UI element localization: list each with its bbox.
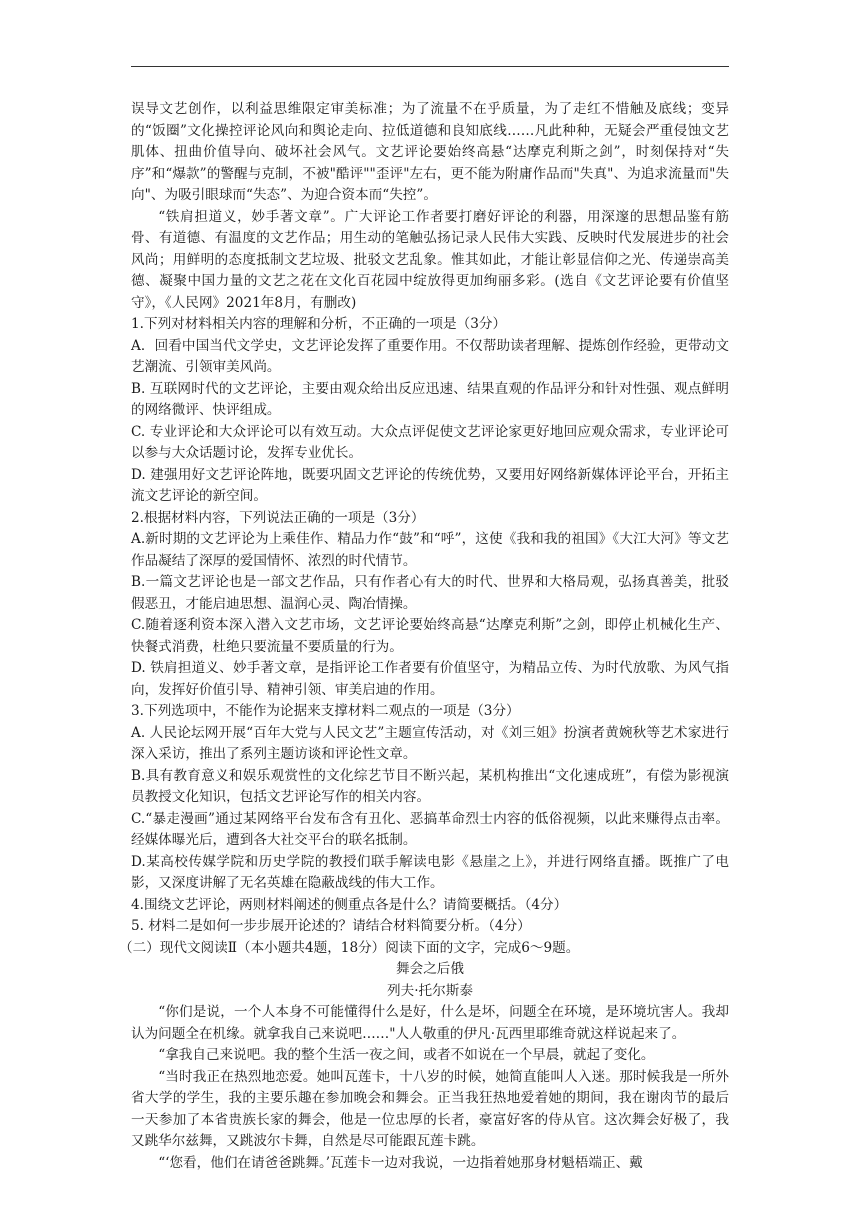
question-5-stem: 5. 材料二是如何一步步展开论述的？请结合材料简要分析。（4分） [131, 918, 531, 934]
question-1-option-c: C. 专业评论和大众评论可以有效互动。大众点评促使文艺评论家更好地回应观众需求，专业评论可以参与大众话题讨论，发挥专业优长。 [131, 423, 729, 461]
story-paragraph: “‘您看，他们在请爸爸跳舞。’瓦莲卡一边对我说，一边指着她那身材魁梧端正、戴 [158, 1154, 643, 1171]
material-paragraph: 误导文艺创作，以利益思维限定审美标准；为了流量不在乎质量，为了走红不惜触及底线；变异的“饭圈”文化操控评论风向和舆论走向、拉低道德和良知底线……凡此种种，无疑会严重侵蚀文艺肌体、扭曲价值导向、破坏社会风气。文艺评论要始终高悬“达摩克利斯之剑”，时刻保持对“失序”和“爆款”的警醒与克制，不被"酷评""歪评"左右，更不能为附庸作品而"失真"、为追求流量而"失向"、为吸引眼球而“失态”、为迎合资本而“失控”。 [131, 101, 729, 203]
question-1-option-d: D. 建强用好文艺评论阵地，既要巩固文艺评论的传统优势，又要用好网络新媒体评论平台，开拓主流文艺评论的新空间。 [131, 466, 729, 504]
question-3-option-c: C.“暴走漫画”通过某网络平台发布含有丑化、恶搞革命烈士内容的低俗视频，以此来赚得点击率。经媒体曝光后，遭到各大社交平台的联名抵制。 [131, 810, 729, 848]
section-heading: （二）现代文阅读Ⅱ（本小题共4题，18分）阅读下面的文字，完成6～9题。 [119, 939, 580, 956]
story-paragraph: “拿我自己来说吧。我的整个生活一夜之间，或者不如说在一个早晨，就起了变化。 [158, 1047, 655, 1063]
question-1-option-a: A．回看中国当代文学史，文艺评论发挥了重要作用。不仅帮助读者理解、提炼创作经验，更带动文艺潮流、引领审美风尚。 [131, 337, 729, 375]
question-1-option-b: B. 互联网时代的文艺评论，主要由观众给出反应迅速、结果直观的作品评分和针对性强、观点鲜明的网络微评、快评组成。 [131, 380, 729, 418]
story-author: 列夫·托尔斯泰 [387, 982, 473, 999]
question-2-option-a: A.新时期的文艺评论为上乘佳作、精品力作“鼓”和“呼”，这使《我和我的祖国》《大江大河》等文艺作品凝结了深厚的爱国情怀、浓烈的时代情节。 [131, 531, 729, 569]
story-title: 舞会之后俄 [396, 961, 464, 977]
question-2-option-c: C.随着逐利资本深入潜入文艺市场，文艺评论要始终高悬“达摩克利斯”之剑，即停止机械化生产、快餐式消费，杜绝只要流量不要质量的行为。 [131, 617, 729, 655]
question-3-option-a: A. 人民论坛网开展“百年大党与人民文艺”主题宣传活动，对《刘三姐》扮演者黄婉秋等艺术家进行深入采访，推出了系列主题访谈和评论性文章。 [131, 724, 729, 762]
question-2-option-d: D. 铁肩担道义、妙手著文章，是指评论工作者要有价值坚守，为精品立传、为时代放歌、为风气指向，发挥好价值引导、精神引领、审美启迪的作用。 [131, 660, 729, 698]
story-paragraph: “当时我正在热烈地恋爱。她叫瓦莲卡，十八岁的时候，她简直能叫人入迷。那时候我是一所外省大学的学生，我的主要乐趣在参加晚会和舞会。正当我狂热地爱着她的期间，我在谢肉节的最后一天参加了本省贵族长家的舞会，他是一位忠厚的长者，豪富好客的侍从官。这次舞会好极了，我又跳华尔兹舞，又跳波尔卡舞，自然是尽可能跟瓦莲卡跳。 [131, 1068, 729, 1149]
material-paragraph: “铁肩担道义，妙手著文章”。广大评论工作者要打磨好评论的利器，用深邃的思想品鉴有筋骨、有道德、有温度的文艺作品；用生动的笔触弘扬记录人民伟大实践、反映时代发展进步的社会风尚；用鲜明的态度抵制文艺垃圾、批驳文艺乱象。惟其如此，才能让彰显信仰之光、传递崇高美德、凝聚中国力量的文艺之花在文化百花园中绽放得更加绚丽多彩。(选自《文艺评论要有价值坚守》，《人民网》2021年8月，有删改) [131, 208, 729, 311]
header-rule [131, 66, 729, 67]
question-3-stem: 3.下列选项中，不能作为论据来支撑材料二观点的一项是（3分） [131, 703, 520, 719]
question-3-option-d: D.某高校传媒学院和历史学院的教授们联手解读电影《悬崖之上》，并进行网络直播。既推广了电影，又深度讲解了无名英雄在隐蔽战线的伟大工作。 [131, 853, 729, 891]
document-body [119, 99, 729, 1174]
question-4-stem: 4.围绕文艺评论，两则材料阐述的侧重点各是什么？请简要概括。（4分） [131, 896, 568, 913]
story-paragraph: “你们是说，一个人本身不可能懂得什么是好，什么是坏，问题全在环境，是环境坑害人。我却认为问题全在机缘。就拿我自己来说吧……"人人敬重的伊凡·瓦西里耶维奇就这样说起来了。 [131, 1004, 729, 1042]
question-3-option-b: B.具有教育意义和娱乐观赏性的文化综艺节目不断兴起，某机构推出“文化速成班”，有偿为影视演员教授文化知识，包括文艺评论写作的相关内容。 [131, 767, 729, 805]
question-2-stem: 2.根据材料内容，下列说法正确的一项是（3分） [131, 509, 425, 526]
question-2-option-b: B.一篇文艺评论也是一部文艺作品，只有作者心有大的时代、世界和大格局观，弘扬真善美，批驳假恶丑，才能启迪思想、温润心灵、陶冶情操。 [131, 574, 729, 612]
question-1-stem: 1.下列对材料相关内容的理解和分析，不正确的一项是（3分） [131, 316, 507, 332]
